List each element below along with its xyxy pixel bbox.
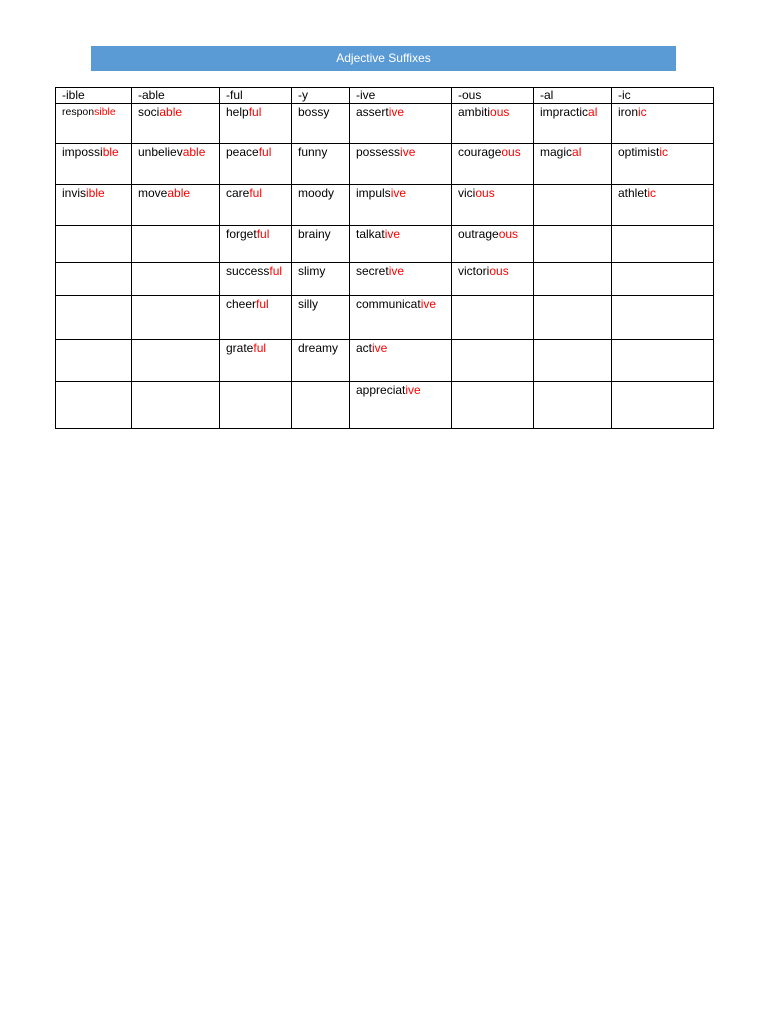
table-cell: [292, 340, 350, 382]
table-cell: [452, 340, 534, 382]
table-cell: [350, 296, 452, 340]
word-stem: move: [138, 186, 168, 200]
table-cell: [292, 226, 350, 263]
table-cell: [56, 340, 132, 382]
table-cell: [350, 382, 452, 429]
table-cell: [220, 144, 292, 185]
word-stem: assert: [356, 105, 389, 119]
word-suffix: ous: [490, 105, 510, 119]
table-row: [56, 340, 714, 382]
word-stem: communicat: [356, 297, 421, 311]
table-cell: [612, 226, 714, 263]
table-cell: [56, 144, 132, 185]
word-stem: success: [226, 264, 270, 278]
table-cell: [534, 104, 612, 144]
word-stem: moody: [298, 186, 335, 200]
word-suffix: ive: [405, 383, 421, 397]
table-cell: [350, 340, 452, 382]
column-header-al: -al: [534, 88, 612, 104]
word-suffix: sible: [94, 106, 116, 118]
word-suffix: ous: [501, 145, 521, 159]
word-suffix: al: [572, 145, 582, 159]
table-row: [56, 226, 714, 263]
table-body: [56, 104, 714, 429]
word-stem: peace: [226, 145, 259, 159]
table-cell: [350, 185, 452, 226]
word-stem: unbeliev: [138, 145, 183, 159]
word-stem: grate: [226, 341, 254, 355]
table-cell: [612, 263, 714, 296]
table-cell: [56, 185, 132, 226]
table-cell: [220, 263, 292, 296]
word-stem: silly: [298, 297, 318, 311]
table-row: [56, 296, 714, 340]
word-stem: ambiti: [458, 105, 491, 119]
column-header-ous: -ous: [452, 88, 534, 104]
word-stem: help: [226, 105, 249, 119]
table-cell: [220, 185, 292, 226]
table-cell: [612, 340, 714, 382]
column-header-ful: -ful: [220, 88, 292, 104]
suffix-table: [55, 87, 714, 429]
column-header-ic: -ic: [612, 88, 714, 104]
document-title: Adjective Suffixes: [91, 46, 676, 71]
word-stem: impuls: [356, 186, 391, 200]
word-stem: vici: [458, 186, 476, 200]
word-suffix: ful: [256, 227, 270, 241]
column-header-ive: -ive: [350, 88, 452, 104]
column-header-y: -y: [292, 88, 350, 104]
table-cell: [534, 226, 612, 263]
table-cell: [452, 296, 534, 340]
word-stem: optimist: [618, 145, 660, 159]
table-row: [56, 104, 714, 144]
table-cell: [220, 340, 292, 382]
table-cell: [350, 226, 452, 263]
table-cell: [132, 263, 220, 296]
word-suffix: ive: [388, 264, 405, 278]
word-stem: impractic: [540, 105, 589, 119]
word-suffix: ible: [86, 186, 105, 200]
table-cell: [452, 226, 534, 263]
table-cell: [56, 382, 132, 429]
word-suffix: able: [167, 186, 191, 200]
word-suffix: ful: [269, 264, 283, 278]
word-suffix: ble: [102, 145, 119, 159]
table-row: [56, 185, 714, 226]
word-suffix: ive: [384, 227, 401, 241]
table-cell: [612, 382, 714, 429]
table-cell: [56, 296, 132, 340]
table-cell: [452, 185, 534, 226]
table-cell: [220, 104, 292, 144]
word-suffix: able: [182, 145, 206, 159]
table-cell: [292, 296, 350, 340]
table-cell: [292, 382, 350, 429]
word-suffix: ic: [659, 145, 669, 159]
word-stem: forget: [226, 227, 257, 241]
table-cell: [452, 382, 534, 429]
word-stem: talkat: [356, 227, 385, 241]
table-cell: [132, 296, 220, 340]
table-cell: [56, 226, 132, 263]
word-suffix: ful: [253, 341, 267, 355]
word-suffix: al: [588, 105, 598, 119]
table-cell: [612, 185, 714, 226]
table-cell: [534, 296, 612, 340]
word-stem: possess: [356, 145, 401, 159]
word-suffix: ive: [420, 297, 437, 311]
column-header-ible: -ible: [56, 88, 132, 104]
word-stem: secret: [356, 264, 389, 278]
table-row: [56, 263, 714, 296]
word-suffix: ful: [256, 297, 269, 311]
table-cell: [132, 226, 220, 263]
table-cell: [350, 104, 452, 144]
table-cell: [534, 144, 612, 185]
word-stem: victori: [458, 264, 490, 278]
header-row: [56, 88, 714, 104]
word-stem: brainy: [298, 227, 331, 241]
word-stem: slimy: [298, 264, 326, 278]
table-cell: [292, 263, 350, 296]
word-suffix: ic: [647, 186, 657, 200]
table-cell: [350, 263, 452, 296]
word-stem: outrage: [458, 227, 499, 241]
table-row: [56, 382, 714, 429]
word-suffix: ful: [248, 105, 262, 119]
table-cell: [612, 104, 714, 144]
table-cell: [612, 144, 714, 185]
table-cell: [452, 104, 534, 144]
table-cell: [292, 185, 350, 226]
table-cell: [534, 340, 612, 382]
table-cell: [132, 382, 220, 429]
word-suffix: ive: [388, 105, 405, 119]
table-cell: [132, 340, 220, 382]
word-suffix: ful: [258, 145, 272, 159]
word-suffix: ous: [489, 264, 509, 278]
table-cell: [534, 263, 612, 296]
word-suffix: able: [159, 105, 183, 119]
word-stem: dreamy: [298, 341, 339, 355]
column-header-able: -able: [132, 88, 220, 104]
table-cell: [132, 104, 220, 144]
table-cell: [132, 144, 220, 185]
table-cell: [220, 226, 292, 263]
word-stem: invis: [62, 186, 87, 200]
word-stem: care: [226, 186, 250, 200]
word-stem: soci: [138, 105, 160, 119]
word-stem: act: [356, 341, 373, 355]
word-suffix: ful: [249, 186, 263, 200]
table-cell: [220, 296, 292, 340]
word-stem: magic: [540, 145, 573, 159]
word-suffix: ive: [390, 186, 407, 200]
word-suffix: ous: [475, 186, 495, 200]
table-cell: [612, 296, 714, 340]
table-cell: [132, 185, 220, 226]
word-stem: impossi: [62, 145, 103, 159]
table-cell: [350, 144, 452, 185]
table-cell: [534, 382, 612, 429]
table-cell: [452, 144, 534, 185]
word-suffix: ive: [400, 145, 416, 159]
word-suffix: ous: [498, 227, 519, 241]
word-stem: athlet: [618, 186, 648, 200]
word-stem: iron: [618, 105, 639, 119]
word-stem: appreciat: [356, 383, 406, 397]
table-cell: [452, 263, 534, 296]
word-stem: courage: [458, 145, 502, 159]
word-stem: respon: [62, 106, 95, 118]
table-cell: [292, 144, 350, 185]
word-suffix: ive: [372, 341, 388, 355]
word-stem: bossy: [298, 105, 330, 119]
table-cell: [220, 382, 292, 429]
table-cell: [534, 185, 612, 226]
word-stem: cheer: [226, 297, 257, 311]
word-stem: funny: [298, 145, 328, 159]
table-cell: [292, 104, 350, 144]
table-cell: [56, 104, 132, 144]
table-cell: [56, 263, 132, 296]
word-suffix: ic: [638, 105, 647, 119]
table-row: [56, 144, 714, 185]
